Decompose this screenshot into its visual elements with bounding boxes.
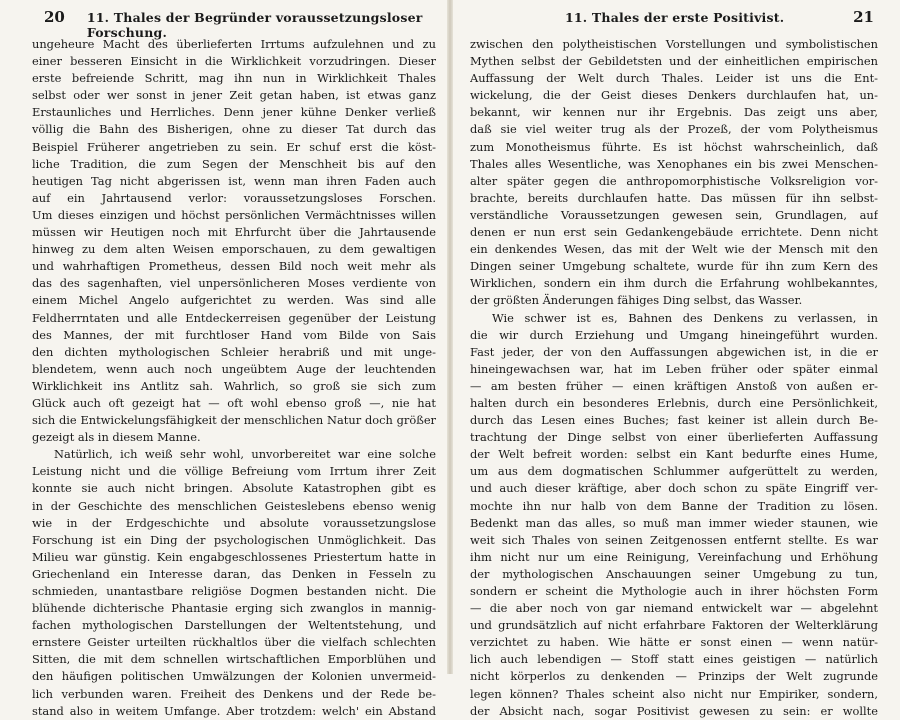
text-line: und grundsätzlich auf nicht erfahrbare Faktoren der Welterklärung [470, 618, 878, 633]
text-line: verzichtet zu haben. Wie hätte er sonst einen — wenn natür- [470, 635, 878, 650]
text-line: gezeigt als in diesem Manne. [32, 430, 201, 445]
text-line: mochte ihn nur halb von dem Banne der Tradition zu lösen. [470, 498, 878, 513]
text-line: ernstere Geister urteilten rückhaltlos über die vielfach schlechten [32, 635, 436, 650]
text-line: auf ein Jahrtausend verlor: voraussetzungsloses Forschen. [32, 190, 436, 205]
left-page-body [32, 36, 436, 720]
text-line: einer besseren Einsicht in die Wirklichkeit vorzudringen. Dieser [32, 54, 436, 69]
text-line: Griechenland ein Interesse daran, das Denken in Fesseln zu [32, 566, 436, 581]
text-line: die wir durch Erziehung und Umgang hineingeführt wurden. [470, 327, 878, 342]
text-line: Thales alles Wesentliche, was Xenophanes ein bis zwei Menschen- [470, 156, 878, 171]
page-number: 21 [853, 8, 874, 26]
text-line: legen können? Thales scheint also nicht nur Empiriker, sondern, [470, 686, 878, 701]
left-page [0, 0, 450, 718]
text-line: selbst oder wer sonst in jener Zeit getan haben, ist etwas ganz [32, 88, 436, 103]
text-line: bekannt, wir kennen nur ihr Ergebnis. Das zeigt uns aber, [470, 105, 878, 120]
text-line: alter später gegen die anthropomorphistische Volksreligion vor- [470, 173, 878, 188]
text-line: — die aber noch von gar niemand entwickelt war — abgelehnt [470, 601, 878, 616]
text-line: Bedenkt man das alles, so muß man immer wieder staunen, wie [470, 515, 878, 530]
text-line: liche Tradition, die zum Segen der Menschheit bis auf den [32, 156, 436, 171]
text-line: zum Monotheismus führte. Es ist höchst wahrscheinlich, daß [470, 139, 878, 154]
text-line: lich auch lebendigen — Stoff statt eines geistigen — natürlich [470, 652, 878, 667]
text-line: das des sagenhaften, viel unpersönlicheren Moses verdiente von [32, 276, 436, 291]
text-line: Leistung nicht und die völlige Befreiung vom Irrtum ihrer Zeit [32, 464, 436, 479]
text-line: der mythologischen Anschauungen seiner Umgebung zu tun, [470, 566, 878, 581]
text-line: trachtung der Dinge selbst von einer überlieferten Auffassung [470, 430, 878, 445]
left-page-header [32, 8, 436, 40]
text-line: durch das Lesen eines Buches; fast keiner ist allein durch Be- [470, 413, 878, 428]
text-line: ungeheure Macht des überlieferten Irrtums aufzulehnen und zu [32, 37, 436, 51]
text-line: nicht körperlos zu denkenden — Prinzips der Welt zugrunde [470, 669, 878, 684]
text-line: wickelung, die der Geist dieses Denkers durchlaufen hat, un- [470, 88, 878, 103]
text-line: und auch dieser kräftige, aber doch schon zu späte Eingriff ver- [470, 481, 878, 496]
text-line: müssen wir Heutigen noch mit Ehrfurcht über die Jahrtausende [32, 225, 436, 240]
running-head: 11. Thales der erste Positivist. [565, 10, 785, 25]
text-line: Natürlich, ich weiß sehr wohl, unvorbereitet war eine solche [54, 447, 436, 462]
right-page-header [470, 8, 878, 30]
text-line: Dingen seiner Umgebung schaltete, wurde für ihn zum Kern des [470, 259, 878, 274]
text-line: sich die Entwickelungsfähigkeit der menschlichen Natur doch größer [32, 413, 436, 428]
text-line: Milieu war günstig. Kein engabgeschlossenes Priestertum hatte in [32, 549, 436, 564]
text-line: zwischen den polytheistischen Vorstellungen und symbolistischen [470, 37, 878, 51]
text-line: und wahrhaftigen Prometheus, dessen Bild noch weit mehr als [32, 259, 436, 274]
text-line: völlig die Bahn des Bisherigen, ohne zu dieser Tat durch das [32, 122, 436, 137]
text-line: um aus dem dogmatischen Schlummer aufgerüttelt zu werden, [470, 464, 878, 479]
text-line: brachte, bereits durchlaufen hatte. Das müssen für ihn selbst- [470, 190, 878, 205]
text-line: wie in der Erdgeschichte und absolute voraussetzungslose [32, 515, 436, 530]
text-line: denen er nun erst sein Gedankengebäude errichtete. Denn nicht [470, 225, 878, 240]
text-line: erste befreiende Schritt, mag ihn nun in Wirklichkeit Thales [32, 71, 436, 86]
text-line: stand also in weitem Umfange. Aber trotzdem: welch' ein Abstand [32, 703, 436, 718]
text-line: Fast jeder, der von den Auffassungen abgewichen ist, in die er [470, 344, 878, 359]
text-line: Sitten, die mit dem schnellen wirtschaftlichen Emporblühen und [32, 652, 436, 667]
text-line: verständliche Voraussetzungen gewesen sein, Grundlagen, auf [470, 207, 878, 222]
text-line: konnte sie auch nicht bringen. Absolute Katastrophen gibt es [32, 481, 436, 496]
right-page-body [470, 36, 878, 720]
text-line: Wirklichkeit ins Antlitz sah. Wahrlich, so groß sie sich zum [32, 378, 436, 393]
text-line: heutigen Tag nicht abgerissen ist, wenn man ihren Faden auch [32, 173, 436, 188]
text-line: ihm nicht nur um eine Reinigung, Vereinfachung und Erhöhung [470, 549, 878, 564]
text-line: den dichten mythologischen Schleier herabriß und mit unge- [32, 344, 436, 359]
text-line: Um dieses einzigen und höchst persönlichen Vermächtnisses willen [32, 207, 436, 222]
page-number: 20 [44, 8, 65, 26]
text-line: Feldherrntaten und alle Entdeckerreisen gegenüber der Leistung [32, 310, 436, 325]
text-line: des Mannes, der mit furchtloser Hand vom Bilde von Sais [32, 327, 436, 342]
text-line: halten durch ein besonderes Erlebnis, durch eine Persönlichkeit, [470, 395, 878, 410]
text-line: hineingewachsen war, hat im Leben früher oder später einmal [470, 361, 878, 376]
text-line: Erstaunliches und Herrliches. Denn jener kühne Denker verließ [32, 105, 436, 120]
text-line: — am besten früher — einen kräftigen Anstoß von außen er- [470, 378, 878, 393]
text-line: ein denkendes Wesen, das mit der Welt wie der Mensch mit den [470, 242, 878, 257]
text-line: einem Michel Angelo aufgerichtet zu werden. Was sind alle [32, 293, 436, 308]
text-line: Auffassung der Welt durch Thales. Leider ist uns die Ent- [470, 71, 878, 86]
text-line: Beispiel Früherer angetrieben zu sein. Er schuf erst die köst- [32, 139, 436, 154]
text-line: der größten Änderungen fähiges Ding selbst, das Wasser. [470, 293, 803, 308]
text-line: hinweg zu dem alten Weisen emporschauen, zu dem gewaltigen [32, 242, 436, 257]
text-line: weit sich Thales von seinen Zeitgenossen entfernt stellte. Es war [470, 532, 878, 547]
text-line: blendetem, wenn auch noch ungeübtem Auge der leuchtenden [32, 361, 436, 376]
text-line: in der Geschichte des menschlichen Geisteslebens ebenso wenig [32, 498, 436, 513]
text-line: Mythen selbst der Gebildetsten und der einheitlichen empirischen [470, 54, 878, 69]
text-line: den häufigen politischen Umwälzungen der Kolonien unvermeid- [32, 669, 436, 684]
text-line: schmieden, unantastbare religiöse Dogmen bestanden nicht. Die [32, 584, 436, 598]
text-line: Forschung ist ein Ding der psychologischen Unmöglichkeit. Das [32, 532, 436, 547]
text-line: fachen mythologischen Darstellungen der Weltentstehung, und [32, 618, 436, 633]
text-line: blühende dichterische Phantasie erging sich zwanglos in mannig- [32, 601, 436, 616]
text-line: daß sie viel weiter trug als der Prozeß, der vom Polytheismus [470, 122, 878, 137]
text-line: lich verbunden waren. Freiheit des Denkens und der Rede be- [32, 686, 436, 701]
right-page [450, 0, 900, 718]
running-head: 11. Thales der Begründer voraussetzungsloser Forschung. [86, 10, 423, 40]
text-line: Wie schwer ist es, Bahnen des Denkens zu verlassen, in [492, 310, 878, 325]
text-line: Wirklichen, sondern ein ihm durch die Erfahrung wohlbekanntes, [470, 276, 878, 291]
text-line: der Welt befreit worden: selbst ein Kant bedurfte eines Hume, [470, 447, 878, 462]
text-line: der Absicht nach, sogar Positivist gewesen zu sein: er wollte [470, 703, 878, 718]
text-line: Glück auch oft gezeigt hat — oft wohl ebenso groß —, nie hat [32, 395, 436, 410]
text-line: sondern er scheint die Mythologie auch in ihrer höchsten Form [470, 584, 878, 598]
